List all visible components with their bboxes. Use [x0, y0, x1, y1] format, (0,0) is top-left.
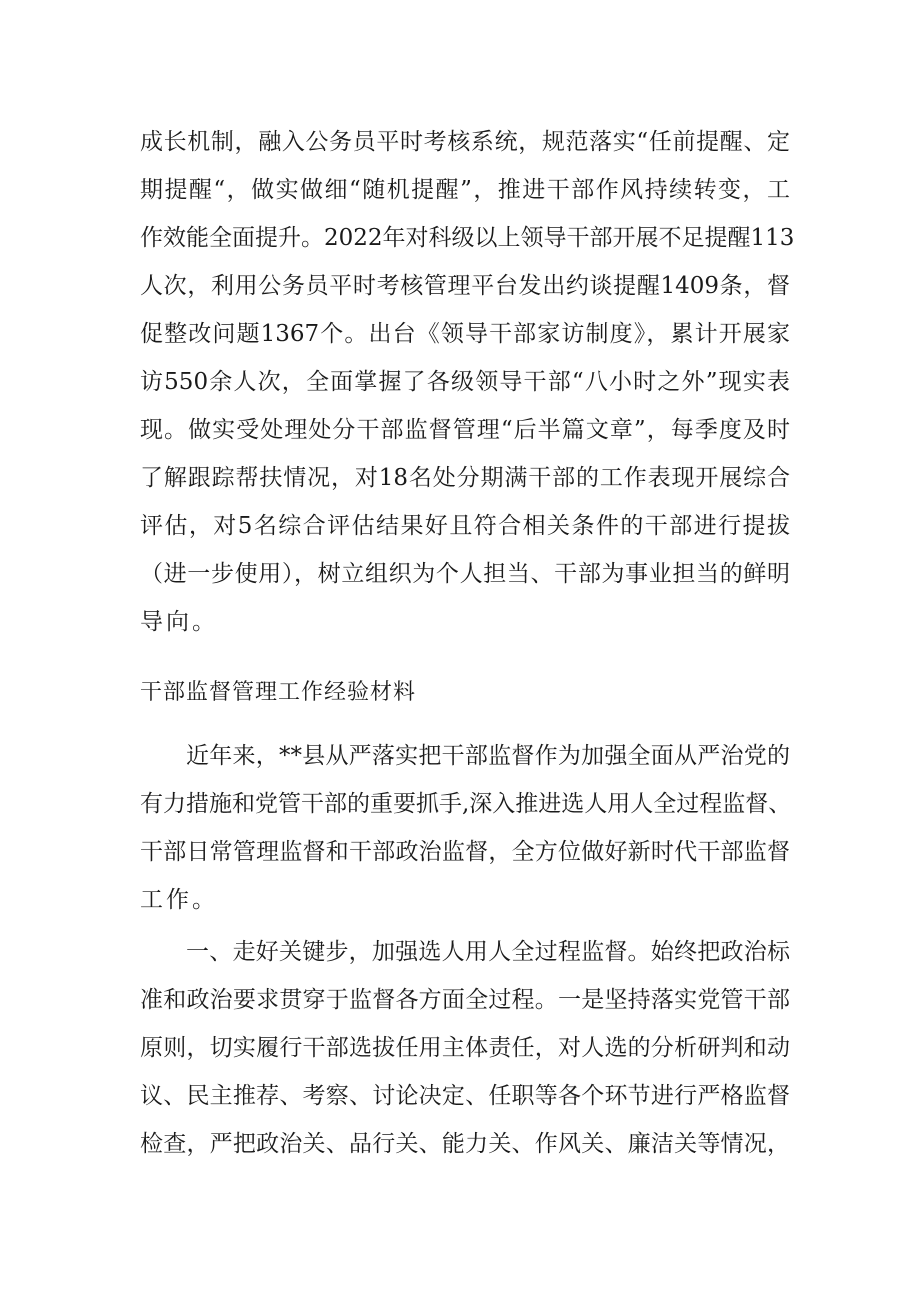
paragraph-1-line-2: 期提醒“，做实做细“随机提醒”，推进干部作风持续转变，工: [140, 177, 790, 203]
paragraph-1-line-11: 导向。: [140, 609, 218, 635]
paragraph-2-line-2: 有力措施和党管干部的重要抓手,深入推进选人用人全过程监督、: [140, 791, 792, 817]
paragraph-1-line-8: 了解跟踪帮扶情况，对18名处分期满干部的工作表现开展综合: [140, 465, 790, 491]
paragraph-2-line-1: 近年来，**县从严落实把干部监督作为加强全面从严治党的: [186, 743, 790, 769]
paragraph-3-line-1: 一、走好关键步，加强选人用人全过程监督。始终把政治标: [186, 939, 790, 965]
paragraph-3-line-2: 准和政治要求贯穿于监督各方面全过程。一是坚持落实党管干部: [140, 987, 790, 1013]
paragraph-3-line-5: 检查，严把政治关、品行关、能力关、作风关、廉洁关等情况，: [140, 1131, 790, 1157]
paragraph-3-line-3: 原则，切实履行干部选拔任用主体责任，对人选的分析研判和动: [140, 1035, 790, 1061]
paragraph-1-line-9: 评估，对5名综合评估结果好且符合相关条件的干部进行提拔: [140, 513, 790, 539]
paragraph-1-line-7: 现。做实受处理处分干部监督管理“后半篇文章”，每季度及时: [140, 417, 790, 443]
paragraph-1-line-1: 成长机制，融入公务员平时考核系统，规范落实“任前提醒、定: [140, 129, 790, 155]
paragraph-1-line-10: （进一步使用），树立组织为个人担当、干部为事业担当的鲜明: [140, 561, 790, 587]
paragraph-1-line-3: 作效能全面提升。2022年对科级以上领导干部开展不足提醒113: [140, 225, 795, 251]
paragraph-1-line-6: 访550余人次，全面掌握了各级领导干部“八小时之外”现实表: [140, 369, 790, 395]
paragraph-1-line-5: 促整改问题1367个。出台《领导干部家访制度》，累计开展家: [140, 321, 790, 347]
paragraph-1-line-4: 人次，利用公务员平时考核管理平台发出约谈提醒1409条，督: [140, 273, 790, 299]
paragraph-3-line-4: 议、民主推荐、考察、讨论决定、任职等各个环节进行严格监督: [140, 1083, 790, 1109]
document-title: 干部监督管理工作经验材料: [140, 680, 417, 705]
paragraph-2-line-3: 干部日常管理监督和干部政治监督，全方位做好新时代干部监督: [140, 839, 790, 865]
paragraph-2-line-4: 工作。: [140, 887, 218, 913]
